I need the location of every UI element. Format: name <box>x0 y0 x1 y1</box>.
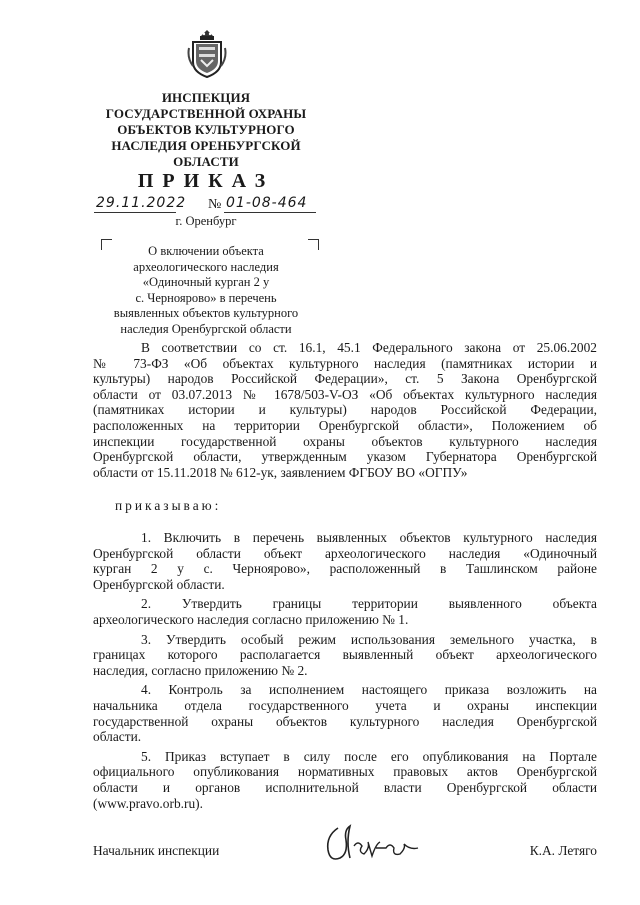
subject-line: с. Черноярово» в перечень <box>135 290 277 305</box>
item-line: Оренбургской области объект археологического наследия «Одиночный <box>93 545 597 561</box>
number-underline <box>224 212 316 213</box>
item-line: области. <box>93 729 142 745</box>
subject-line: выявленных объектов культурного <box>113 306 299 320</box>
order-item <box>93 632 597 679</box>
item-line: археологического наследия согласно приложению № 1. <box>93 611 409 627</box>
authority-line: ОБЛАСТИ <box>173 154 239 169</box>
order-item <box>93 530 597 592</box>
item-line: области и органов исполнительной власти Оренбургской области <box>93 779 597 795</box>
preamble-line: расположенных на территории Оренбургской области», Положением об <box>93 417 597 433</box>
order-number: 01-08-464 <box>226 195 308 211</box>
item-line: 1. Включить в перечень выявленных объектов культурного наследия <box>141 530 597 545</box>
preamble-line: Оренбургской области, утвержденным указом Губернатора Оренбургской <box>93 449 597 465</box>
signatory-position: Начальник инспекции <box>93 843 220 858</box>
item-line: начальника отдела государственного учета и охраны инспекции <box>93 697 597 713</box>
document-title: ПРИКАЗ <box>137 170 275 192</box>
item-line: 5. Приказ вступает в силу после его опубликования на Портале <box>141 748 597 764</box>
coat-of-arms-icon <box>187 28 227 80</box>
order-items <box>93 530 597 811</box>
item-line: государственной охраны объектов культурного наследия Оренбургской <box>93 713 597 729</box>
issuing-authority <box>100 90 312 170</box>
city-line: г. Оренбург <box>175 214 237 228</box>
item-line: (www.pravo.orb.ru). <box>93 795 203 811</box>
subject-line: «Одиночный курган 2 у <box>142 275 270 289</box>
order-item <box>93 682 597 744</box>
item-line: курган 2 у с. Черноярово», расположенный в Ташлинском районе <box>93 561 597 577</box>
subject-line: археологического наследия <box>133 259 279 274</box>
item-line: 4. Контроль за исполнением настоящего приказа возложить на <box>141 682 597 698</box>
preamble-line: инспекции государственной охраны объектов культурного наследия <box>93 433 597 449</box>
item-line: 3. Утвердить особый режим использования земельного участка, в <box>141 631 597 647</box>
preamble-line: № 73-ФЗ «Об объектах культурного наследия (памятниках истории и <box>93 355 597 371</box>
subject-line: О включении объекта <box>148 244 264 258</box>
preamble-line: области от 15.11.2018 № 612-ук, заявлением ФГБОУ ВО «ОГПУ» <box>93 464 468 480</box>
item-line: наследия, согласно приложению № 2. <box>93 662 308 678</box>
preamble-line: (памятниках истории и культуры) народов Российской Федерации, <box>93 402 597 418</box>
item-line: 2. Утвердить границы территории выявленного объекта <box>141 596 597 612</box>
signatory-name: К.А. Летяго <box>529 843 597 858</box>
order-item <box>93 596 597 627</box>
item-line: официального опубликования нормативных правовых актов Оренбургской <box>93 764 597 780</box>
order-date: 29.11.2022 <box>96 195 187 211</box>
preamble-paragraph <box>93 340 597 480</box>
preamble-line: культуры) народов Российской Федерации», ст. 5 Закона Оренбургской <box>93 371 597 387</box>
number-sign: № <box>208 197 222 212</box>
preamble-line: В соответствии со ст. 16.1, 45.1 Федерального закона от 25.06.2002 <box>141 340 597 355</box>
orders-word: приказываю: <box>115 498 222 513</box>
subject-line: наследия Оренбургской области <box>120 321 292 336</box>
item-line: границах которого располагается выявленный объект археологического <box>93 647 597 663</box>
order-date-number <box>86 195 326 215</box>
authority-line: ИНСПЕКЦИЯ <box>161 90 251 105</box>
item-line: Оренбургской области. <box>93 576 225 592</box>
order-item <box>93 749 597 811</box>
preamble-line: области от 03.07.2013 № 1678/503-V-ОЗ «Об объектах культурного наследия <box>93 386 597 402</box>
date-underline <box>94 212 176 213</box>
authority-line: ОБЪЕКТОВ КУЛЬТУРНОГО <box>117 122 295 137</box>
authority-line: НАСЛЕДИЯ ОРЕНБУРГСКОЙ <box>111 138 301 153</box>
authority-line: ГОСУДАРСТВЕННОЙ ОХРАНЫ <box>105 106 307 121</box>
signature-block <box>93 843 597 863</box>
document-subject <box>100 244 312 337</box>
